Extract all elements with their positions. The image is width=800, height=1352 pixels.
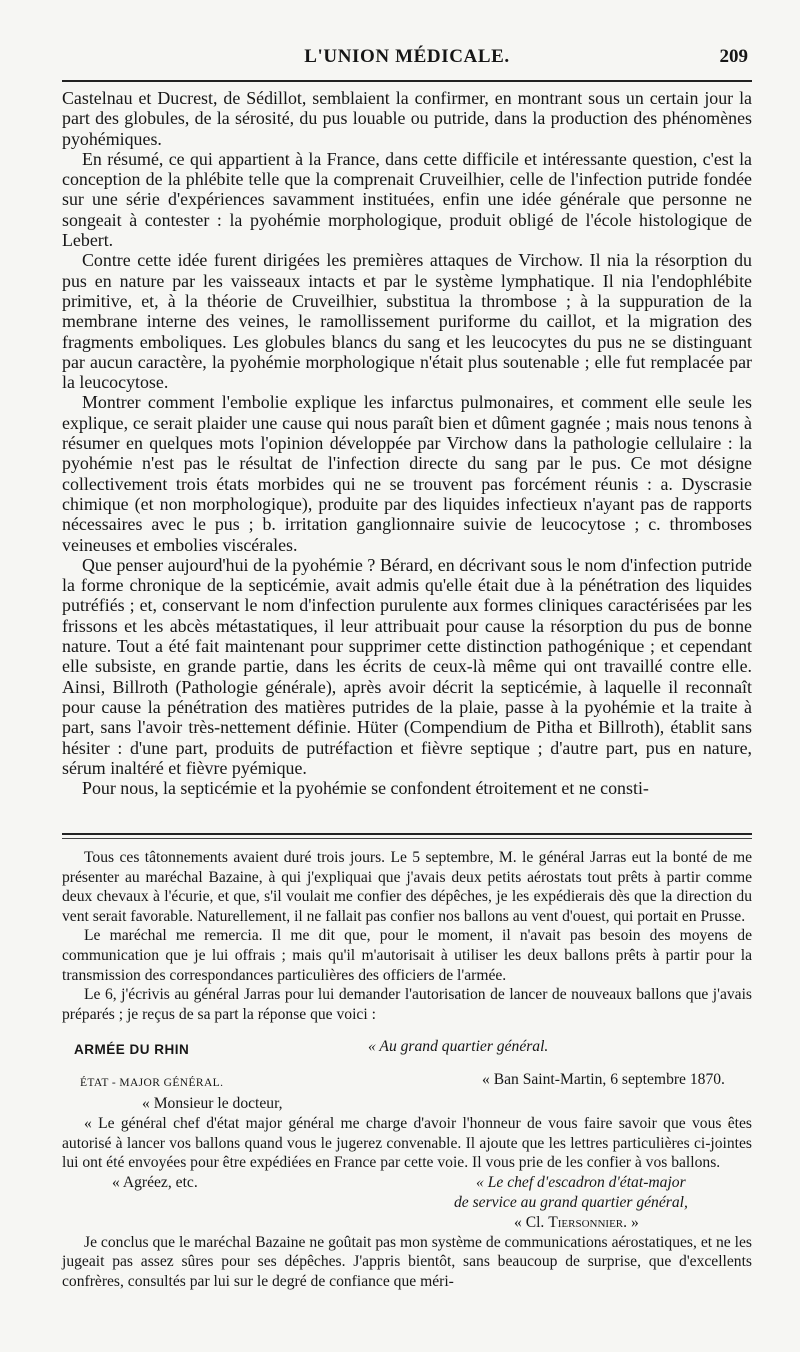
header-rule <box>62 80 752 82</box>
page-header <box>62 44 752 78</box>
letter-heading <box>62 1036 752 1064</box>
article-paragraph: Que penser aujourd'hui de la pyohémie ? Bérard, en décrivant sous le nom d'infection putride la forme chronique de la septicémie, avait admis qu'elle était due à la pénétration des liquides putréfiés ; et, conservant le nom d'infection purulente aux formes cliniques caractérisées par les frissons et les abcès métastatiques, il leur attribuait pour cause la résorption du pus de bonne nature. Tout a été fait maintenant pour supprimer cette distinction pathogénique ; et cependant elle subsiste, en grande partie, dans les écrits de ceux-là même qui ont travaillé contre elle. Ainsi, Billroth (Pathologie générale), après avoir décrit la septicémie, à laquelle il reconnaît pour cause la pénétration des matières putrides de la plaie, passe à la pyohémie et la traite à part, sans l'avoir très-nettement définie. Hüter (Compendium de Pitha et Billroth), établit sans hésiter : d'une part, produits de putréfaction et fièvre septique ; d'autre part, pus en nature, sérum inaltéré et fièvre pyémique. <box>62 554 752 778</box>
article-paragraph: Montrer comment l'embolie explique les infarctus pulmonaires, et comment elle seule les explique, ce serait plaider une cause qui nous paraît bien et dûment gagnée ; mais nous tenons à résumer en quelques mots l'opinion développée par Virchow dans la pathologie cellulaire : la pyohémie n'est pas le résultat de l'infection directe du sang par le pus. Ce mot désigne collectivement trois états morbides qui ne se trouvent pas forcément réunis : a. Dyscrasie chimique (et non morphologique), produite par des liquides infectieux n'ayant pas de rapports nécessaires avec le pus ; b. irritation ganglionnaire suivie de leucocytose ; c. thromboses veineuses et embolies viscérales. <box>62 392 752 555</box>
article-paragraph: En résumé, ce qui appartient à la France, dans cette difficile et intéressante question, c'est la conception de la phlébite telle que la comprenait Cruveilhier, celle de l'infection putride fondée sur une série d'expériences savamment instituées, enfin une idée générale que personne ne songeait à contester : la pyohémie morphologique, produit obligé de l'école histologique de Lebert. <box>62 148 752 251</box>
feuilleton-separator-thin <box>62 838 752 839</box>
feuilleton-paragraph: Je conclus que le maréchal Bazaine ne goûtait pas mon système de communications aérostatiques, et ne les jugeait pas assez sûres pour ses dépêches. J'appris bientôt, sans beaucoup de surprise, que d'excellents confrères, consultés par lui sur le degré de confiance que méri- <box>62 1233 752 1290</box>
feuilleton-section <box>62 848 752 1292</box>
date-line: « Ban Saint-Martin, 6 septembre 1870. <box>482 1071 725 1089</box>
signature-row-1 <box>62 1173 752 1193</box>
letter-body: « Le général chef d'état major général me charge d'avoir l'honneur de vous faire savoir que vous êtes autorisé à lancer vos ballons quand vous le jugerez convenable. Il ajoute que les lettres particulières ci-jointes lui ont été envoyées pour être expédiées en France par cette voie. Il vous prie de les confier à vos ballons. <box>62 1114 752 1172</box>
feuilleton-paragraph: Le 6, j'écrivis au général Jarras pour lui demander l'autorisation de lancer de nouveaux ballons que j'avais préparés ; je reçus de sa part la réponse que voici : <box>62 986 752 1023</box>
staff-label: ÉTAT - MAJOR GÉNÉRAL. <box>80 1077 224 1090</box>
letter-dateline <box>62 1068 752 1094</box>
feuilleton-paragraph: Tous ces tâtonnements avaient duré trois jours. Le 5 septembre, M. le général Jarras eut la bonté de me présenter au maréchal Bazaine, à qui j'expliquai que j'avais deux petits aérostats tout prêts à partir comme deux chevaux à l'écurie, et que, s'il voulait me confier des dépêches, je les expédierais dès que la direction du vent serait favorable. Naturellement, il ne fallait pas confier nos ballons au vent d'ouest, qui portait en Prusse. <box>62 849 752 925</box>
signature-suffix: . » <box>623 1213 639 1231</box>
journal-title: L'UNION MÉDICALE. <box>304 46 510 67</box>
headquarters-label: « Au grand quartier général. <box>368 1038 549 1056</box>
signature-line-3 <box>514 1213 639 1233</box>
main-article <box>62 88 752 798</box>
signature-row-2 <box>62 1193 752 1213</box>
feuilleton-paragraph: Le maréchal me remercia. Il me dit que, pour le moment, il n'avait pas besoin des moyens de communication que je lui offrais ; mais qu'il m'autorisait à utiliser les deux ballons prêts à partir pour la transmission des correspondances particulières des officiers de l'armée. <box>62 927 752 984</box>
signature-line-2: de service au grand quartier général, <box>454 1193 688 1211</box>
page-number: 209 <box>719 46 748 67</box>
article-paragraph: Contre cette idée furent dirigées les premières attaques de Virchow. Il nia la résorption du pus en nature par les vaisseaux intacts et par le système lymphatique. Il nia l'endophlébite primitive, et, à la théorie de Cruveilhier, substitua la thrombose ; à la suppuration de la membrane interne des veines, le ramollissement puriforme du caillot, et la migration des fragments emboliques. Les globules blancs du sang et les leucocytes du pus ne se distinguant par aucun caractère, la pyohémie morphologique n'était plus soutenable ; elle fut remplacée par la leucocytose. <box>62 250 752 393</box>
signature-row-3 <box>62 1213 752 1233</box>
article-paragraph: Castelnau et Ducrest, de Sédillot, semblaient la confirmer, en montrant sous un certain jour la part des globules, de la sérosité, du pus louable ou putride, dans la production des phénomènes pyohémiques. <box>62 88 752 149</box>
signature-name: Tiersonnier <box>548 1213 624 1231</box>
army-label: ARMÉE DU RHIN <box>74 1042 190 1058</box>
feuilleton-separator <box>62 833 752 835</box>
letter-closing: « Agréez, etc. <box>112 1173 198 1191</box>
letter-salutation: « Monsieur le docteur, <box>142 1095 283 1113</box>
signature-line-1: « Le chef d'escadron d'état-major <box>476 1173 686 1191</box>
article-paragraph: Pour nous, la septicémie et la pyohémie se confondent étroitement et ne consti- <box>82 778 649 799</box>
signature-prefix: « Cl. <box>514 1213 549 1231</box>
